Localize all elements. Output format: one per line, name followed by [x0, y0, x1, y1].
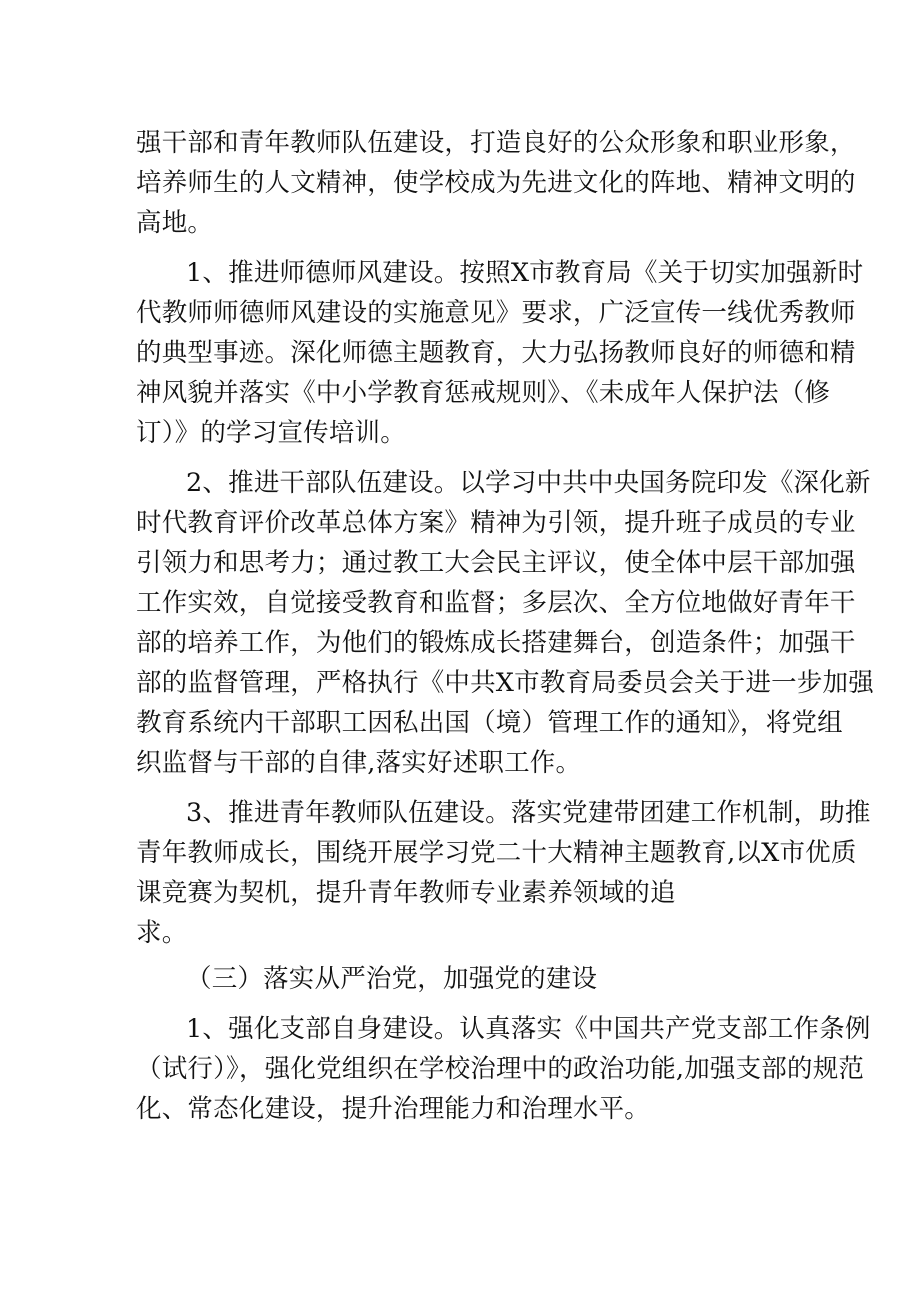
paragraph-line: 时代教育评价改革总体方案》精神为引领，提升班子成员的专业 — [136, 508, 856, 538]
paragraph-line: 的典型事迹。深化师德主题教育，大力弘扬教师良好的师德和精 — [136, 338, 856, 368]
section-heading: （三）落实从严治党，加强党的建设 — [186, 964, 598, 994]
paragraph-line: 织监督与干部的自律,落实好述职工作。 — [136, 748, 582, 778]
paragraph-line: 1、强化支部自身建设。认真落实《中国共产党支部工作条例 — [186, 1014, 871, 1044]
paragraph-line: 化、常态化建设，提升治理能力和治理水平。 — [136, 1094, 651, 1124]
paragraph-line: 神风貌并落实《中小学教育惩戒规则》、《未成年人保护法（修 — [136, 378, 831, 408]
paragraph-line: 教育系统内干部职工因私出国（境）管理工作的通知》，将党组 — [136, 708, 843, 738]
paragraph-line: 培养师生的人文精神，使学校成为先进文化的阵地、精神文明的 — [136, 168, 856, 198]
paragraph-line: 强干部和青年教师队伍建设，打造良好的公众形象和职业形象， — [136, 128, 856, 158]
paragraph-line: 工作实效，自觉接受教育和监督；多层次、全方位地做好青年干 — [136, 588, 856, 618]
paragraph-line: 求。 — [136, 918, 188, 948]
paragraph-line: 课竞赛为契机，提升青年教师专业素养领域的追 — [136, 878, 676, 908]
paragraph-line: 2、推进干部队伍建设。以学习中共中央国务院印发《深化新 — [186, 468, 871, 498]
paragraph-line: 高地。 — [136, 208, 214, 238]
paragraph-line: 部的监督管理，严格执行《中共X市教育局委员会关于进一步加强 — [136, 668, 874, 698]
paragraph-line: 代教师师德师风建设的实施意见》要求，广泛宣传一线优秀教师 — [136, 298, 856, 328]
paragraph-line: 引领力和思考力；通过教工大会民主评议，使全体中层干部加强 — [136, 548, 856, 578]
paragraph-line: 部的培养工作，为他们的锻炼成长搭建舞台，创造条件；加强干 — [136, 628, 856, 658]
paragraph-line: 1、推进师德师风建设。按照X市教育局《关于切实加强新时 — [186, 258, 864, 288]
paragraph-line: 订）》的学习宣传培训。 — [136, 418, 406, 448]
paragraph-line: 3、推进青年教师队伍建设。落实党建带团建工作机制，助推 — [186, 798, 871, 828]
paragraph-line: 青年教师成长，围绕开展学习党二十大精神主题教育,以X市优质 — [136, 838, 857, 868]
paragraph-line: （试行）》，强化党组织在学校治理中的政治功能,加强支部的规范 — [136, 1054, 865, 1084]
